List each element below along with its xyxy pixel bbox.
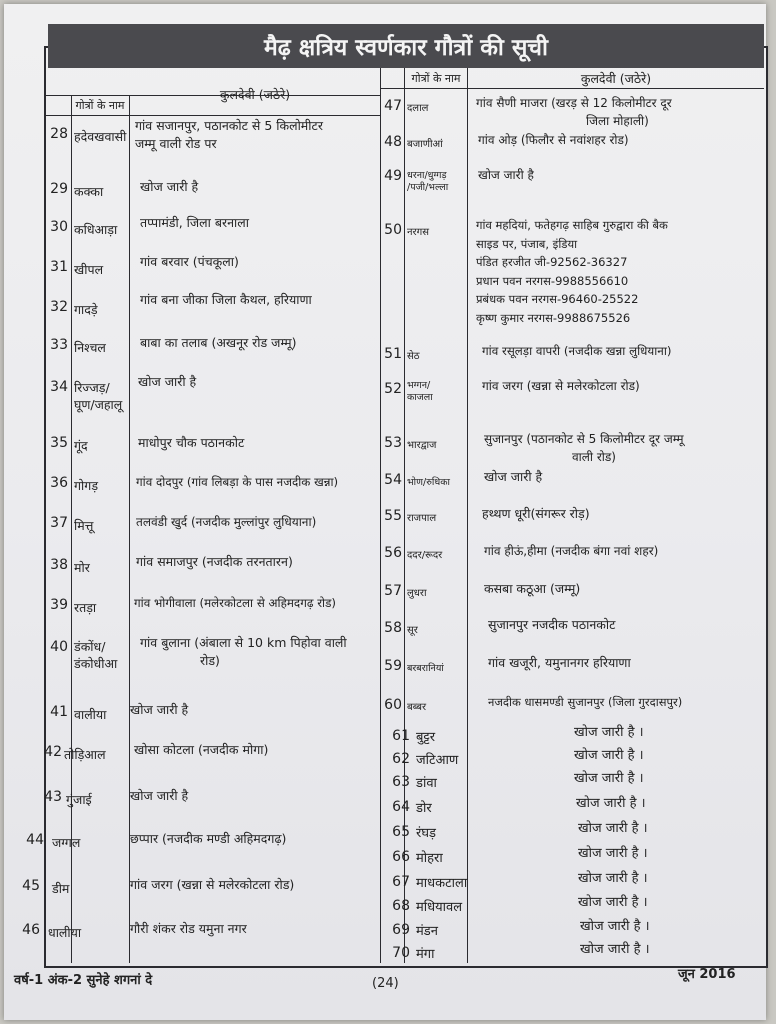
kuldevi-location: खोज जारी है । xyxy=(578,821,648,836)
row-number: 65 xyxy=(392,824,410,840)
footer-date: जून 2016 xyxy=(678,967,736,982)
row-number: 53 xyxy=(384,435,402,451)
kuldevi-location: सुजानपुर (पठानकोट से 5 किलोमीटर दूर जम्मू वाली रोड) xyxy=(484,432,684,464)
gotra-name: हदेवखवासी xyxy=(74,129,127,144)
gotra-name: माधकटाला xyxy=(416,876,468,891)
row-number: 31 xyxy=(50,259,68,275)
gotra-name: कधिआड़ा xyxy=(74,222,118,237)
kuldevi-location: गांव बरवार (पंचकूला) xyxy=(140,254,239,269)
row-number: 69 xyxy=(392,922,410,938)
row-number: 36 xyxy=(50,475,68,491)
kuldevi-location: गांव सजानपुर, पठानकोट से 5 किलोमीटर जम्मू वाली रोड पर xyxy=(135,118,323,151)
gotra-name: भारद्वाज xyxy=(407,440,437,451)
gotra-name: बुट्टर xyxy=(416,730,436,745)
footer-issue-info: वर्ष-1 अंक-2 सुनेहे शगनां दे xyxy=(14,973,153,988)
row-number: 62 xyxy=(392,751,410,767)
row-number: 57 xyxy=(384,583,402,599)
page-title: मैढ़ क्षत्रिय स्वर्णकार गौत्रों की सूची xyxy=(48,24,764,68)
kuldevi-location: खोज जारी है । xyxy=(576,796,646,811)
gotra-name: गूंद xyxy=(74,438,88,453)
kuldevi-location: खोज जारी है । xyxy=(574,771,644,786)
gotra-name: बजाणीआं xyxy=(407,139,443,150)
row-number: 41 xyxy=(50,704,68,720)
kuldevi-location: तलवंडी खुर्द (नजदीक मुल्लांपुर लुधियाना) xyxy=(136,515,317,529)
row-number: 59 xyxy=(384,658,402,674)
gotra-name: मंगा xyxy=(416,947,435,962)
row-number: 68 xyxy=(392,898,410,914)
row-number: 40 xyxy=(50,639,68,655)
kuldevi-location: गौरी शंकर रोड यमुना नगर xyxy=(130,921,247,936)
gotra-name: डंकोंध/ डंकोधीआ xyxy=(74,639,118,671)
row-number: 35 xyxy=(50,435,68,451)
left-name-header: गोत्रों के नाम xyxy=(75,99,125,112)
gotra-name: मोहरा xyxy=(416,851,443,866)
row-number: 61 xyxy=(392,728,410,744)
kuldevi-location: खोज जारी है । xyxy=(578,871,648,886)
kuldevi-location: बाबा का तलाब (अखनूर रोड जम्मू) xyxy=(140,335,297,350)
row-number: 52 xyxy=(384,381,402,397)
kuldevi-location: खोज जारी है xyxy=(130,788,189,803)
gotra-name: लुधरा xyxy=(407,588,427,599)
row-number: 42 xyxy=(44,744,62,760)
row-number: 33 xyxy=(50,337,68,353)
gotra-name: खीपल xyxy=(74,262,104,277)
kuldevi-location: खोज जारी है । xyxy=(578,846,648,861)
row-number: 56 xyxy=(384,545,402,561)
gotra-name: राजपाल xyxy=(407,513,437,524)
gotra-name: नरगस xyxy=(407,227,430,238)
row-number: 38 xyxy=(50,557,68,573)
right-name-divider xyxy=(467,68,468,963)
gotra-name: ददर/रूदर xyxy=(407,550,443,561)
kuldevi-location: नजदीक धासमण्डी सुजानपुर (जिला गुरदासपुर) xyxy=(488,695,683,709)
row-number: 30 xyxy=(50,219,68,235)
kuldevi-location: खोज जारी है । xyxy=(578,895,648,910)
kuldevi-location: खोज जारी है xyxy=(140,179,199,194)
gotra-name: रिज्जड़/ घूण/जहालू xyxy=(74,380,123,412)
gotra-name: कक्का xyxy=(74,184,104,199)
right-deity-header: कुलदेवी (जठेरे) xyxy=(580,71,652,86)
gotra-name: भग्गन/ काजला xyxy=(407,380,433,403)
kuldevi-location: गांव हीऊं,हीमा (नजदीक बंगा नवां शहर) xyxy=(484,544,659,558)
gotra-name: जटिआण xyxy=(416,753,459,768)
kuldevi-location: खोज जारी है । xyxy=(580,919,650,934)
kuldevi-location: खोज जारी है । xyxy=(574,748,644,763)
row-number: 60 xyxy=(384,697,402,713)
kuldevi-location: छप्पार (नजदीक मण्डी अहिमदगढ़) xyxy=(130,831,287,846)
gotra-name: तोड़िआल xyxy=(64,747,106,762)
kuldevi-location: गांव सैणी माजरा (खरड़ से 12 किलोमीटर दूर जिला मोहाली) xyxy=(476,96,672,128)
row-number: 34 xyxy=(50,379,68,395)
row-number: 54 xyxy=(384,472,402,488)
row-number: 46 xyxy=(22,922,40,938)
row-number: 51 xyxy=(384,346,402,362)
kuldevi-location: खोज जारी है xyxy=(478,168,534,182)
gotra-name: सूर xyxy=(407,625,418,636)
kuldevi-location: सुजानपुर नजदीक पठानकोट xyxy=(488,617,616,632)
gotra-name: रतड़ा xyxy=(74,600,97,615)
row-number: 58 xyxy=(384,620,402,636)
row-number: 28 xyxy=(50,126,68,142)
gotra-name: मोर xyxy=(74,560,90,575)
kuldevi-location: गांव बना जीका जिला कैथल, हरियाणा xyxy=(140,292,312,307)
row-number: 67 xyxy=(392,874,410,890)
gotra-name: मधियावल xyxy=(416,900,463,915)
gotra-name: डीम xyxy=(52,881,70,896)
kuldevi-location: खोज जारी है । xyxy=(574,725,644,740)
row-number: 32 xyxy=(50,299,68,315)
row-number: 49 xyxy=(384,168,402,184)
row-number: 39 xyxy=(50,597,68,613)
kuldevi-location: गांव ओड़ (फिलौर से नवांशहर रोड) xyxy=(478,133,629,147)
gotra-name: धालीया xyxy=(48,925,82,940)
left-deity-header: कुलदेवी (जठेरे) xyxy=(219,87,291,102)
kuldevi-location: गांव बुलाना (अंबाला से 10 km पिहोवा वाली रोड) xyxy=(140,635,347,668)
row-number: 66 xyxy=(392,849,410,865)
row-number: 29 xyxy=(50,181,68,197)
gotra-name: बरबरानियां xyxy=(407,663,444,674)
right-name-header: गोत्रों के नाम xyxy=(411,72,461,85)
row-number: 48 xyxy=(384,134,402,150)
gotra-name: गोगड़ xyxy=(74,478,99,493)
kuldevi-location: खोज जारी है xyxy=(130,702,189,717)
gotra-name: सेठ xyxy=(407,351,420,362)
kuldevi-location: खोसा कोटला (नजदीक मोगा) xyxy=(134,742,269,757)
gotra-name: वालीया xyxy=(74,707,107,722)
kuldevi-location: खोज जारी है xyxy=(138,374,197,389)
gotra-name: डांवा xyxy=(416,776,437,791)
gotra-name: निश्चल xyxy=(74,340,106,355)
row-number: 45 xyxy=(22,878,40,894)
gotra-name: मित्तू xyxy=(74,518,94,533)
kuldevi-location: कसबा कठूआ (जम्मू) xyxy=(484,581,581,596)
left-header-line xyxy=(46,115,380,116)
kuldevi-location: गांव जरग (खन्ना से मलेरकोटला रोड) xyxy=(130,877,295,892)
gotra-name: मंडन xyxy=(416,924,438,939)
gotra-name: रंघड़ xyxy=(416,826,436,841)
kuldevi-location: गांव जरग (खन्ना से मलेरकोटला रोड) xyxy=(482,379,640,393)
gotra-name: भोण/रुधिका xyxy=(407,477,450,488)
kuldevi-location: माधोपुर चौक पठानकोट xyxy=(138,435,245,450)
right-header-line xyxy=(381,88,764,89)
gotra-name: गादड़े xyxy=(74,302,98,317)
footer-page-number: (24) xyxy=(372,976,399,991)
kuldevi-location: हथ्थण धूरी(संगरूर रोड़) xyxy=(482,506,590,521)
gotra-name: दलाल xyxy=(407,103,429,114)
gotra-name: बब्बर xyxy=(407,702,427,713)
kuldevi-location: गांव समाजपुर (नजदीक तरनतारन) xyxy=(136,554,293,569)
kuldevi-location: तप्पामंडी, जिला बरनाला xyxy=(140,215,249,230)
kuldevi-location: खोज जारी है । xyxy=(580,942,650,957)
gotra-name: गुंजाई xyxy=(66,792,92,807)
row-number: 44 xyxy=(26,832,44,848)
row-number: 70 xyxy=(392,945,410,961)
kuldevi-location: गांव दोदपुर (गांव लिबड़ा के पास नजदीक खन्ना) xyxy=(136,475,339,489)
kuldevi-location: गांव खजूरी, यमुनानगर हरियाणा xyxy=(488,655,631,670)
row-number: 55 xyxy=(384,508,402,524)
row-number: 64 xyxy=(392,799,410,815)
kuldevi-location: गांव भोगीवाला (मलेरकोटला से अहिमदगढ़ रोड) xyxy=(134,596,337,610)
gotra-name: डोर xyxy=(416,801,432,816)
row-number: 47 xyxy=(384,98,402,114)
gotra-name: जग्गल xyxy=(52,835,81,850)
kuldevi-location: खोज जारी है xyxy=(484,469,543,484)
row-number: 63 xyxy=(392,774,410,790)
row-number: 43 xyxy=(44,789,62,805)
row-number: 37 xyxy=(50,515,68,531)
left-num-divider xyxy=(71,95,72,963)
row-number: 50 xyxy=(384,222,402,238)
kuldevi-location: गांव महदियां, फतेहगढ़ साहिब गुरुद्वारा की बैक साइड पर, पंजाब, इंडिया पंडित हरजीत जी-92562-36327 प्रधान पवन नरगस-9988556610 प्रबंधक पवन नरगस-96460-25522 कृष्ण कुमार नरगस-9988675526 xyxy=(476,218,668,325)
gotra-name: धरना/धुग्गड़ /पजी/भल्ला xyxy=(407,170,449,193)
kuldevi-location: गांव रसूलड़ा वापरी (नजदीक खन्ना लुधियाना) xyxy=(482,344,672,358)
